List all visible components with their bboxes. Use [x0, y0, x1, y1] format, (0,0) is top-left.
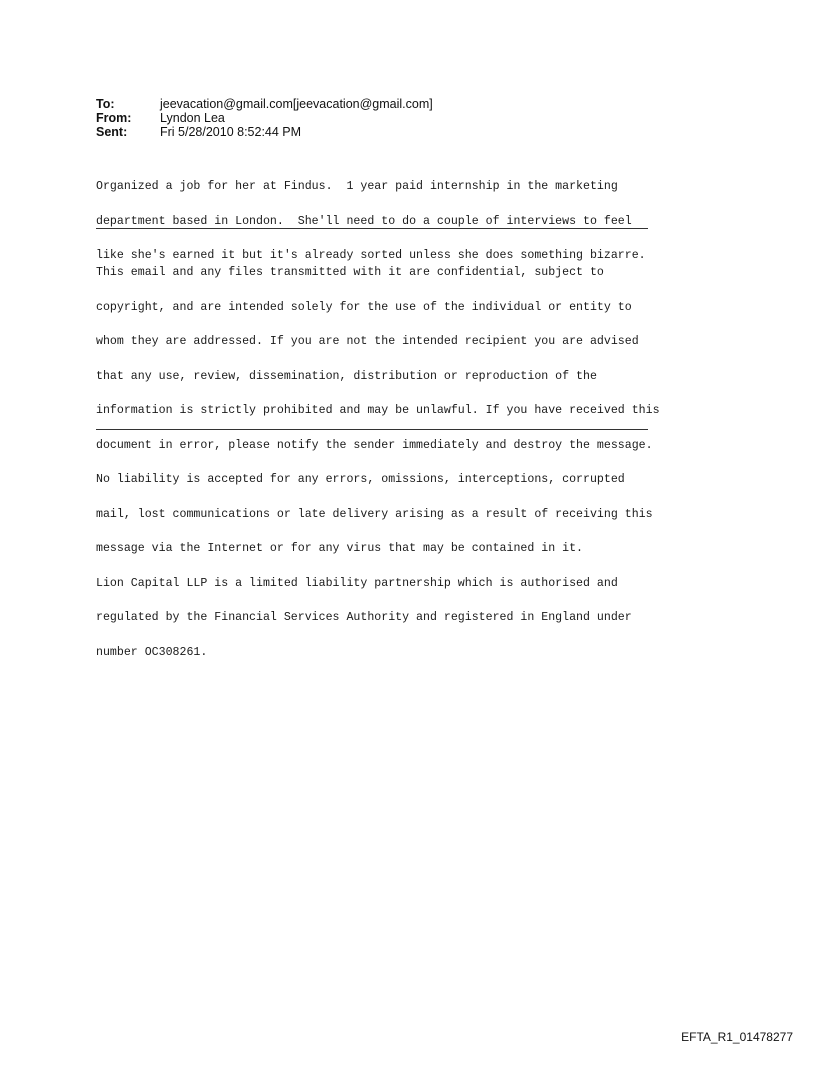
divider-top: [96, 228, 648, 229]
to-label: To:: [96, 97, 115, 111]
from-row: [96, 111, 433, 125]
to-row: [96, 97, 433, 111]
disclaimer-line: that any use, review, dissemination, distribution or reproduction of the: [96, 369, 597, 383]
disclaimer-line: copyright, and are intended solely for the use of the individual or entity to: [96, 300, 632, 314]
from-label: From:: [96, 111, 132, 125]
disclaimer-line: message via the Internet or for any virus that may be contained in it.: [96, 542, 584, 555]
body-line: like she's earned it but it's already sorted unless she does something bizarre.: [96, 249, 646, 262]
sent-row: [96, 125, 433, 139]
disclaimer-line: whom they are addressed. If you are not the intended recipient you are advised: [96, 335, 639, 348]
body-line: department based in London. She'll need to do a couple of interviews to feel: [96, 214, 632, 228]
disclaimer-line: Lion Capital LLP is a limited liability partnership which is authorised and: [96, 576, 618, 590]
disclaimer-line: document in error, please notify the sender immediately and destroy the message.: [96, 438, 653, 452]
confidentiality-disclaimer: [96, 244, 660, 670]
sent-label: Sent:: [96, 125, 128, 139]
document-id: EFTA_R1_01478277: [681, 1030, 793, 1044]
to-value: jeevacation@gmail.com[jeevacation@gmail.com]: [160, 97, 433, 111]
disclaimer-line: regulated by the Financial Services Authority and registered in England under: [96, 611, 632, 624]
disclaimer-line: This email and any files transmitted with it are confidential, subject to: [96, 266, 604, 279]
from-value: Lyndon Lea: [160, 111, 225, 125]
disclaimer-line: information is strictly prohibited and may be unlawful. If you have received this: [96, 404, 660, 417]
disclaimer-line: No liability is accepted for any errors, omissions, interceptions, corrupted: [96, 473, 625, 486]
body-line: Organized a job for her at Findus. 1 year paid internship in the marketing: [96, 180, 618, 193]
divider-bottom: [96, 429, 648, 430]
email-header: [96, 97, 433, 139]
sent-value: Fri 5/28/2010 8:52:44 PM: [160, 125, 302, 139]
disclaimer-line: number OC308261.: [96, 645, 208, 659]
disclaimer-line: mail, lost communications or late delivery arising as a result of receiving this: [96, 507, 653, 521]
